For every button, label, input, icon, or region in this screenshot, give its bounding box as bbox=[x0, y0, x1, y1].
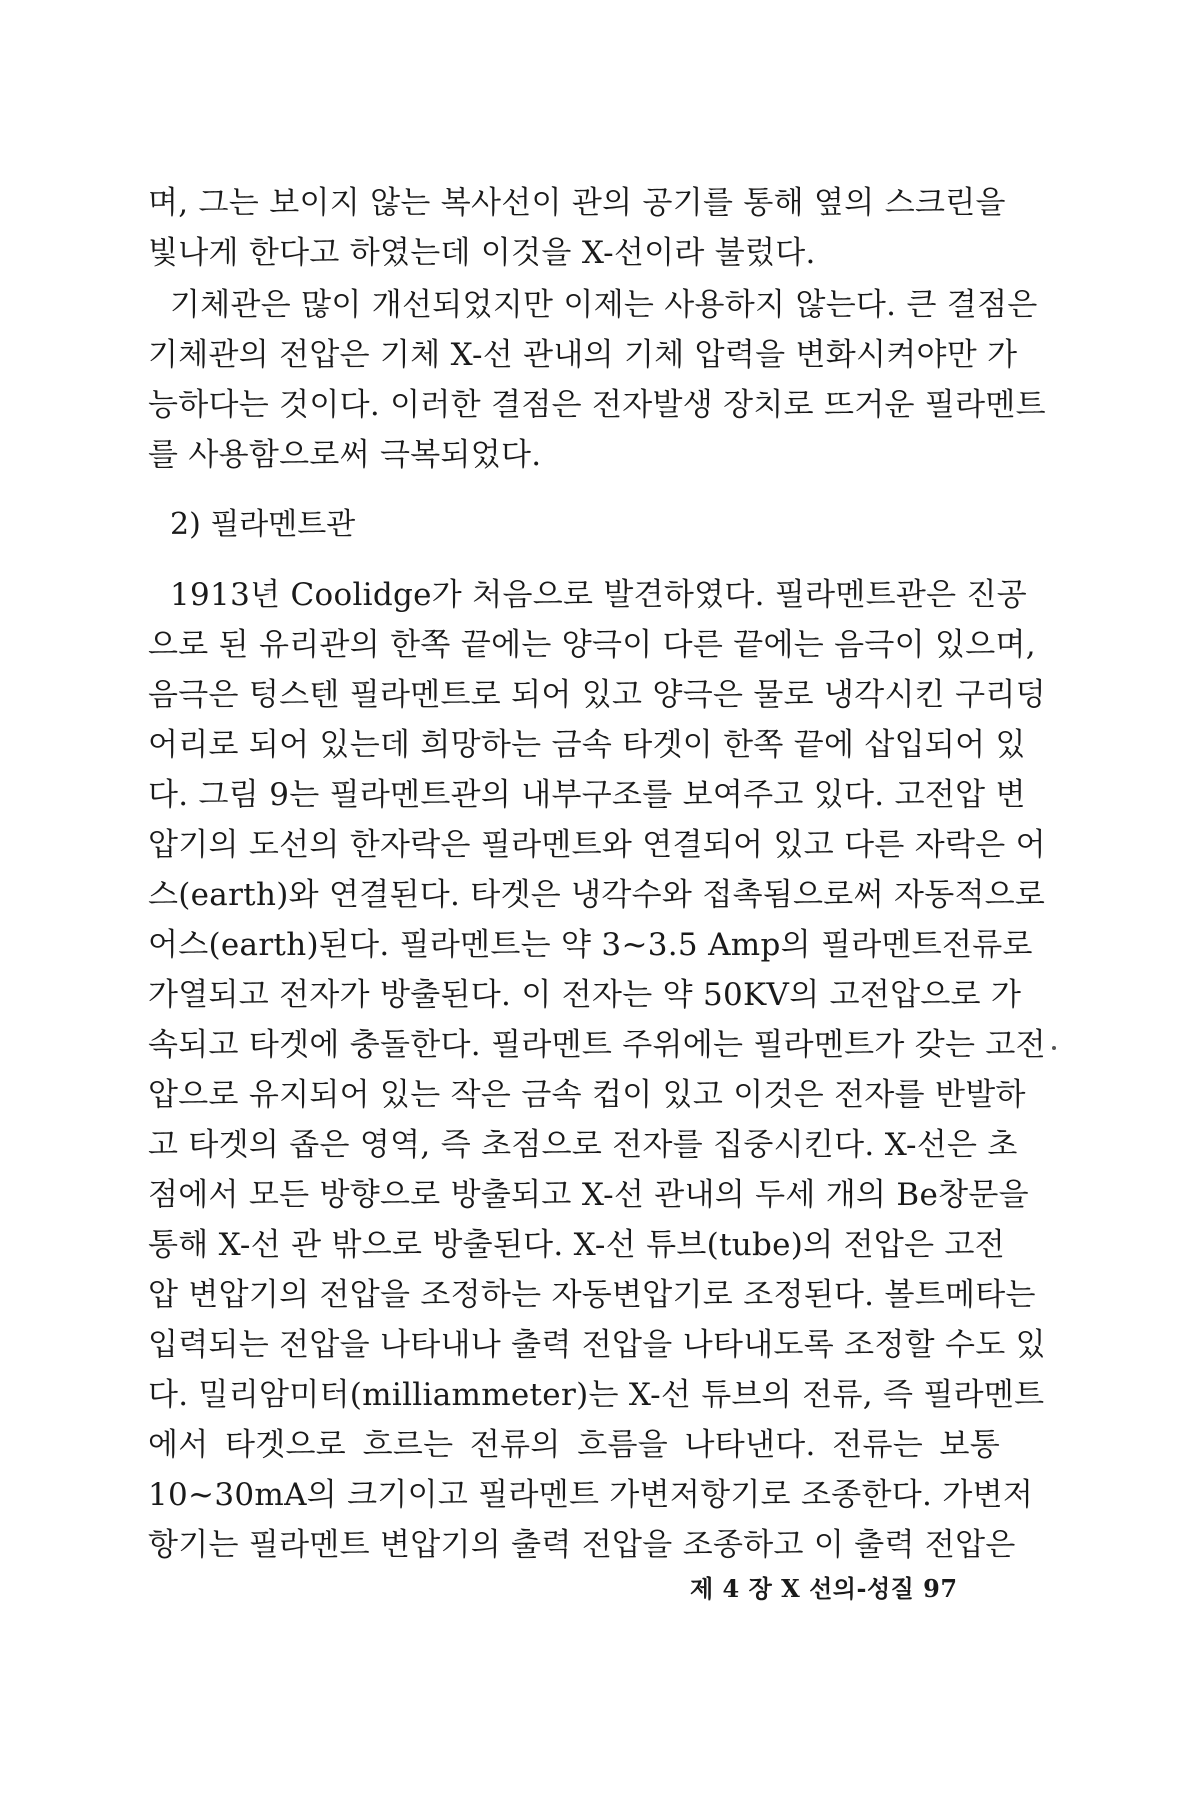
text-line: 기체관의 전압은 기체 X-선 관내의 기체 압력을 변화시켜야만 가 bbox=[148, 337, 1018, 373]
text-line: 며, 그는 보이지 않는 복사선이 관의 공기를 통해 옆의 스크린을 bbox=[148, 185, 1006, 221]
text-line: 음극은 텅스텐 필라멘트로 되어 있고 양극은 물로 냉각시킨 구리덩 bbox=[148, 677, 1046, 713]
text-line: 기체관은 많이 개선되었지만 이제는 사용하지 않는다. 큰 결점은 bbox=[170, 287, 1038, 323]
text-line: 압 변압기의 전압을 조정하는 자동변압기로 조정된다. 볼트메타는 bbox=[148, 1277, 1036, 1313]
page-footer: 제 4 장 X 선의-성질 97 bbox=[690, 1574, 958, 1603]
text-line: 점에서 모든 방향으로 방출되고 X-선 관내의 두세 개의 Be창문을 bbox=[148, 1177, 1029, 1213]
text-line: 에서 타겟으로 흐르는 전류의 흐름을 나타낸다. 전류는 보통 bbox=[148, 1427, 1000, 1463]
text-line: 10~30mA의 크기이고 필라멘트 가변저항기로 조종한다. 가변저 bbox=[148, 1477, 1034, 1513]
text-line: 항기는 필라멘트 변압기의 출력 전압을 조종하고 이 출력 전압은 bbox=[148, 1527, 1016, 1563]
text-line: 1913년 Coolidge가 처음으로 발견하였다. 필라멘트관은 진공 bbox=[170, 577, 1027, 613]
text-line: 어리로 되어 있는데 희망하는 금속 타겟이 한쪽 끝에 삽입되어 있 bbox=[148, 727, 1026, 763]
text-line: 능하다는 것이다. 이러한 결점은 전자발생 장치로 뜨거운 필라멘트 bbox=[148, 387, 1046, 423]
text-line: 빛나게 한다고 하였는데 이것을 X-선이라 불렀다. bbox=[148, 235, 816, 271]
paragraph-continuation bbox=[148, 178, 1006, 278]
text-line: 다. 밀리암미터(milliammeter)는 X-선 튜브의 전류, 즉 필라멘트 bbox=[148, 1377, 1045, 1413]
text-line: 다. 그림 9는 필라멘트관의 내부구조를 보여주고 있다. 고전압 변 bbox=[148, 777, 1026, 813]
text-line: 속되고 타겟에 충돌한다. 필라멘트 주위에는 필라멘트가 갖는 고전 bbox=[148, 1027, 1046, 1063]
text-line: 고 타겟의 좁은 영역, 즉 초점으로 전자를 집중시킨다. X-선은 초 bbox=[148, 1127, 1018, 1163]
text-line: 통해 X-선 관 밖으로 방출된다. X-선 튜브(tube)의 전압은 고전 bbox=[148, 1227, 1005, 1263]
section-heading: 2) 필라멘트관 bbox=[170, 507, 356, 542]
text-line: 으로 된 유리관의 한쪽 끝에는 양극이 다른 끝에는 음극이 있으며, bbox=[148, 627, 1036, 663]
text-line: 가열되고 전자가 방출된다. 이 전자는 약 50KV의 고전압으로 가 bbox=[148, 977, 1022, 1013]
text-line: 압기의 도선의 한자락은 필라멘트와 연결되어 있고 다른 자락은 어 bbox=[148, 827, 1046, 863]
print-speck bbox=[1052, 1046, 1056, 1050]
text-line: 를 사용함으로써 극복되었다. bbox=[148, 437, 542, 473]
text-line: 어스(earth)된다. 필라멘트는 약 3~3.5 Amp의 필라멘트전류로 bbox=[148, 927, 1033, 963]
paragraph-gas-tube bbox=[148, 280, 1046, 480]
text-line: 입력되는 전압을 나타내나 출력 전압을 나타내도록 조정할 수도 있 bbox=[148, 1327, 1046, 1363]
paragraph-filament-tube bbox=[148, 570, 1046, 1570]
text-line: 스(earth)와 연결된다. 타겟은 냉각수와 접촉됨으로써 자동적으로 bbox=[148, 877, 1046, 913]
text-line: 압으로 유지되어 있는 작은 금속 컵이 있고 이것은 전자를 반발하 bbox=[148, 1077, 1026, 1113]
